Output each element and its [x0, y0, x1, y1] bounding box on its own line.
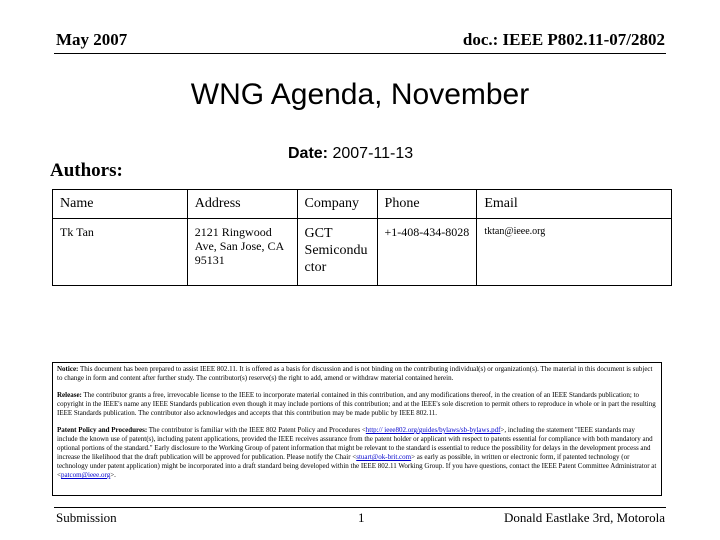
- patent-paragraph: [57, 426, 657, 480]
- column-header-phone: Phone: [377, 190, 477, 219]
- patent-text-4: >.: [110, 471, 116, 479]
- notice-box: [52, 362, 662, 496]
- footer-author: Donald Eastlake 3rd, Motorola: [503, 510, 665, 525]
- footer-page-number: 1: [358, 510, 365, 525]
- date-value: 2007-11-13: [332, 145, 414, 162]
- date-line: [288, 145, 413, 163]
- notice-text: This document has been prepared to assist IEEE 802.11. It is offered as a basis for discussion and is not binding on the contributing individual(s) or organization(s). The material in this document is subject to change in form and content after further study. The contributor(s) reserve(s) the right to add, amend or withdraw material contained herein.: [57, 365, 653, 382]
- patent-text-2: >, including the statement "IEEE standards may include the known use of patent(s), including patent applications, provided the IEEE receives assurance from the patent holder or applicant with respect to patents essential for compliance with both mandatory and optional portions of the standard." Early disclosure to the Working Group of patent information that might be relevant to the standard is essential to reduce the possibility for delays in the development process and increase the likelihood that the draft publication will be approved for publication. Please notify the Chair <: [57, 426, 653, 461]
- column-header-email: Email: [477, 190, 672, 219]
- cell-address: 2121 Ringwood Ave, San Jose, CA 95131: [187, 219, 297, 286]
- header-rule: [54, 53, 666, 54]
- authors-label: Authors:: [50, 160, 123, 181]
- patent-text-1: The contributor is familiar with the IEEE 802 Patent Policy and Procedures <: [148, 426, 366, 434]
- footer-rule: [54, 507, 666, 508]
- column-header-address: Address: [187, 190, 297, 219]
- slide-title: WNG Agenda, November: [190, 78, 530, 111]
- patent-label: Patent Policy and Procedures:: [57, 426, 148, 434]
- chair-email-link[interactable]: stuart@ok-brit.com: [356, 453, 412, 461]
- table-header-row: [53, 190, 672, 219]
- release-paragraph: [57, 391, 657, 418]
- patent-policy-link[interactable]: http:// ieee802.org/guides/bylaws/sb-bylaws.pdf: [365, 426, 501, 434]
- cell-email: tktan@ieee.org: [477, 219, 672, 286]
- column-header-name: Name: [53, 190, 188, 219]
- patent-text-3: > as early as possible, in written or electronic form, if patented technology (or technology under patent application) might be incorporated into a draft standard being developed within the IEEE 802.11 Working Group. If you have questions, contact the IEEE Patent Committee Administrator at <: [57, 453, 657, 479]
- release-label: Release:: [57, 391, 82, 399]
- column-header-company: Company: [297, 190, 377, 219]
- header-doc-id: doc.: IEEE P802.11-07/2802: [462, 30, 665, 49]
- cell-phone: +1-408-434-8028: [377, 219, 477, 286]
- date-label: Date:: [288, 145, 329, 162]
- admin-email-link[interactable]: patcom@ieee.org: [60, 471, 111, 479]
- cell-company: GCT Semicondu ctor: [297, 219, 377, 286]
- cell-name: Tk Tan: [53, 219, 188, 286]
- header-date: May 2007: [56, 30, 128, 49]
- table-row: [53, 219, 672, 286]
- notice-paragraph: [57, 365, 657, 383]
- release-text: The contributor grants a free, irrevocable license to the IEEE to incorporate material contained in this contribution, and any modifications thereof, in the creation of an IEEE Standards publication; to copyright in the IEEE's name any IEEE Standards publication even though it may include portions of this contribution; and at the IEEE's sole discretion to permit others to reproduce in whole or in part the resulting IEEE Standards publication. The contributor also acknowledges and accepts that this contribution may be made public by IEEE 802.11.: [57, 391, 656, 417]
- footer-submission: Submission: [56, 510, 117, 525]
- authors-table: [52, 189, 672, 286]
- notice-label: Notice:: [57, 365, 79, 373]
